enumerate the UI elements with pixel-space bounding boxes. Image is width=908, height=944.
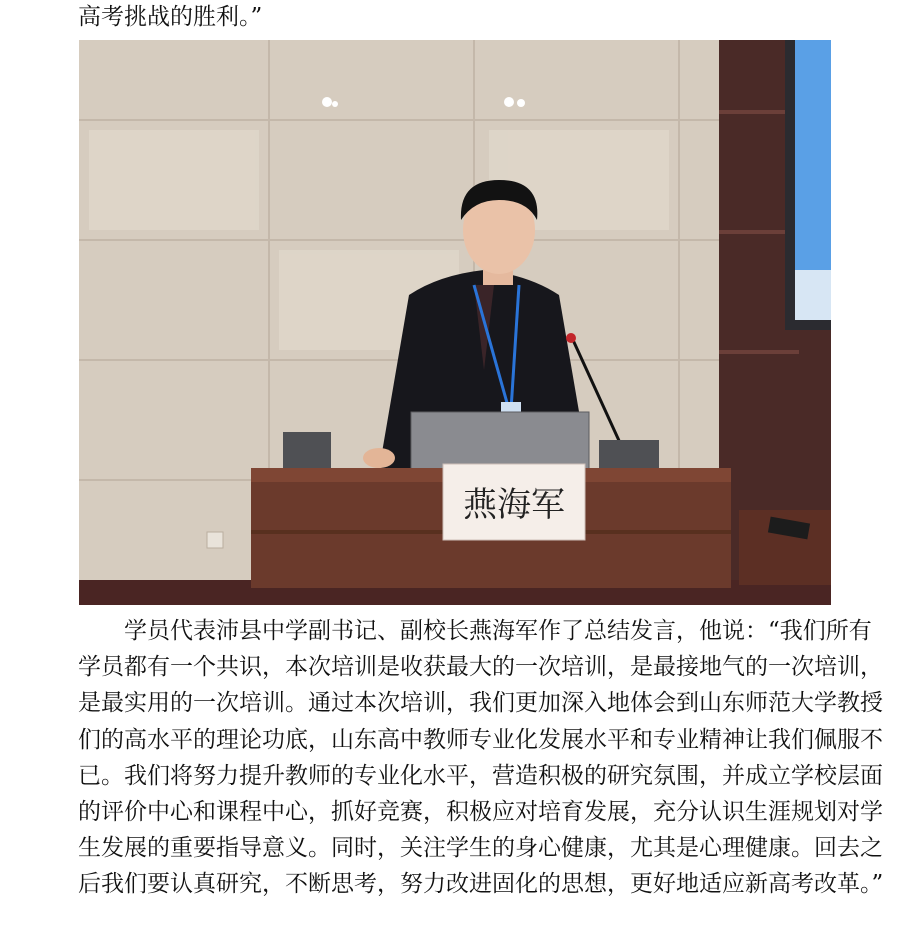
paragraph-line: 生发展的重要指导意义。同时，关注学生的身心健康，尤其是心理健康。回去之: [78, 835, 883, 862]
paragraph-line: 学员代表沛县中学副书记、副校长燕海军作了总结发言，他说：“我们所有: [78, 618, 872, 644]
paragraph-line: 已。我们将努力提升教师的专业化水平，营造积极的研究氛围，并成立学校层面: [78, 762, 883, 789]
nameplate-text: 燕海军: [463, 485, 565, 525]
speaker-photo: [79, 40, 831, 605]
paragraph-line: 是最实用的一次培训。通过本次培训，我们更加深入地体会到山东师范大学教授: [78, 690, 883, 717]
paragraph-line: 的评价中心和课程中心，抓好竞赛，积极应对培育发展，充分认识生涯规划对学: [78, 798, 883, 825]
summary-paragraph: [78, 613, 884, 903]
paragraph-line: 后我们要认真研究，不断思考，努力改进固化的思想，更好地适应新高考改革。”: [78, 871, 884, 898]
photo-illustration: [79, 40, 831, 605]
closing-quote-line: 高考挑战的胜利。”: [78, 4, 263, 30]
paragraph-line: 们的高水平的理论功底，山东高中教师专业化发展水平和专业精神让我们佩服不: [78, 726, 883, 753]
paragraph-line: 学员都有一个共识，本次培训是收获最大的一次培训，是最接地气的一次培训，: [78, 654, 883, 681]
